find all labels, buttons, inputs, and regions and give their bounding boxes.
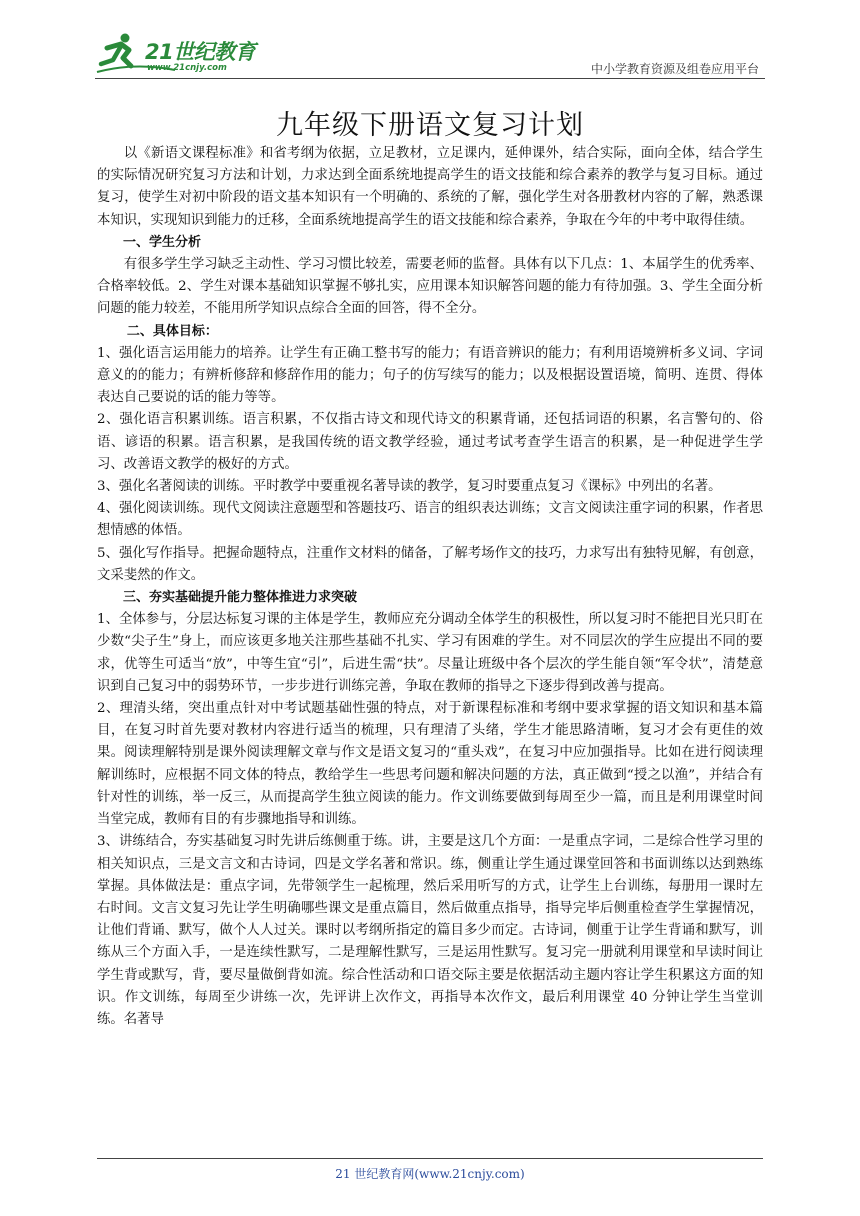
platform-name: 中小学教育资源及组卷应用平台 bbox=[590, 62, 759, 76]
section-heading-student-analysis: 一、学生分析 bbox=[123, 234, 202, 250]
goal-item: 2、强化语言积累训练。语言积累，不仅指古诗文和现代诗文的积累背诵，还包括词语的积累，名言警句的、俗语、谚语的积累。语言积累，是我国传统的语文教学经验，通过考试考查学生语言的积累，是一种促进学生学习、改善语文教学的极好的方式。 bbox=[97, 412, 763, 472]
method-item: 3、讲练结合，夯实基础复习时先讲后练侧重于练。讲，主要是这几个方面：一是重点字词，二是综合性学习里的相关知识点，三是文言文和古诗词，四是文学名著和常识。练，侧重让学生通过课堂回答和书面训练以达到熟练掌握。具体做法是：重点字词，先带领学生一起梳理，然后采用听写的方式，让学生上台训练，每册用一课时左右时间。文言文复习先让学生明确哪些课文是重点篇目，然后做重点指导，指导完毕后侧重检查学生掌握情况，让他们背诵、默写，做个人人过关。课时以考纲所指定的篇目多少而定。古诗词，侧重于让学生背诵和默写，训练从三个方面入手，一是连续性默写，二是理解性默写，三是运用性默写。复习完一册就利用课堂和早读时间让学生背或默写，背，要尽量做倒背如流。综合性活动和口语交际主要是依据活动主题内容让学生积累这方面的知识。作文训练，每周至少讲练一次，先评讲上次作文，再指导本次作文，最后利用课堂 40 分钟让学生当堂训练。名著导 bbox=[97, 834, 763, 1027]
footer-divider bbox=[97, 1158, 763, 1159]
document-body bbox=[97, 143, 763, 1031]
footer-link[interactable]: 21 世纪教育网(www.21cnjy.com) bbox=[335, 1167, 525, 1181]
goal-item: 5、强化写作指导。把握命题特点，注重作文材料的储备，了解考场作文的技巧，力求写出有独特见解，有创意，文采斐然的作文。 bbox=[97, 545, 763, 583]
goal-item: 4、强化阅读训练。现代文阅读注意题型和答题技巧、语言的组织表达训练；文言文阅读注重字词的积累，作者思想情感的体悟。 bbox=[97, 501, 763, 539]
section-heading-methods: 三、夯实基础提升能力整体推进力求突破 bbox=[123, 590, 358, 606]
goal-item: 1、强化语言运用能力的培养。让学生有正确工整书写的能力；有语音辨识的能力；有利用语境辨析多义词、字词意义的的能力；有辨析修辞和修辞作用的能力；句子的仿写续写的能力；以及根据设置语境，简明、连贯、得体表达自己要说的话的能力等等。 bbox=[97, 345, 763, 406]
goal-item: 3、强化名著阅读的训练。平时教学中要重视名著导读的教学，复习时要重点复习《课标》中列出的名著。 bbox=[97, 479, 722, 495]
method-item: 2、理清头绪，突出重点针对中考试题基础性强的特点，对于新课程标准和考纲中要求掌握的语文知识和基本篇目，在复习时首先要对教材内容进行适当的梳理，只有理清了头绪，学生才能思路清晰，复习才会有更佳的效果。阅读理解特别是课外阅读理解文章与作文是语文复习的“重头戏”，在复习中应加强指导。比如在进行阅读理解训练时，应根据不同文体的特点，教给学生一些思考问题和解决问题的方法，真正做到“授之以渔”，并结合有针对性的训练，举一反三，从而提高学生独立阅读的能力。作文训练要做到每周至少一篇，而且是利用课堂时间当堂完成，教师有目的有步骤地指导和训练。 bbox=[97, 701, 763, 828]
student-analysis-paragraph: 有很多学生学习缺乏主动性、学习习惯比较差，需要老师的监督。具体有以下几点：1、本届学生的优秀率、合格率较低。2、学生对课本基础知识掌握不够扎实，应用课本知识解答问题的能力有待加强。3、学生全面分析问题的能力较差，不能用所学知识点综合全面的回答，得不全分。 bbox=[97, 257, 763, 317]
document-title: 九年级下册语文复习计划 bbox=[276, 110, 584, 141]
logo-text: 21世纪教育 bbox=[145, 40, 256, 64]
header-divider bbox=[95, 78, 765, 79]
page-header bbox=[95, 30, 765, 80]
section-heading-goals: 二、具体目标： bbox=[126, 323, 218, 339]
intro-paragraph: 以《新语文课程标准》和省考纲为依据，立足教材，立足课内，延伸课外，结合实际，面向全体，结合学生的实际情况研究复习方法和计划，力求达到全面系统地提高学生的语文技能和综合素养的教学与复习目标。通过复习，使学生对初中阶段的语文基本知识有一个明确的、系统的了解，强化学生对各册教材内容的了解，熟悉课本知识，实现知识到能力的迁移，全面系统地提高学生的语文技能和综合素养，争取在今年的中考中取得佳绩。 bbox=[97, 146, 763, 228]
method-item: 1、全体参与，分层达标复习课的主体是学生，教师应充分调动全体学生的积极性，所以复习时不能把目光只盯在少数“尖子生”身上，而应该更多地关注那些基础不扎实、学习有困难的学生。对不同层次的学生应提出不同的要求，优等生可适当“放”，中等生宜“引”，后进生需“扶”。尽量让班级中各个层次的学生能自领“军令状”，清楚意识到自己复习中的弱势环节，一步步进行训练完善，争取在教师的指导之下逐步得到改善与提高。 bbox=[97, 612, 763, 694]
logo-url: www.21cnjy.com bbox=[147, 63, 227, 73]
